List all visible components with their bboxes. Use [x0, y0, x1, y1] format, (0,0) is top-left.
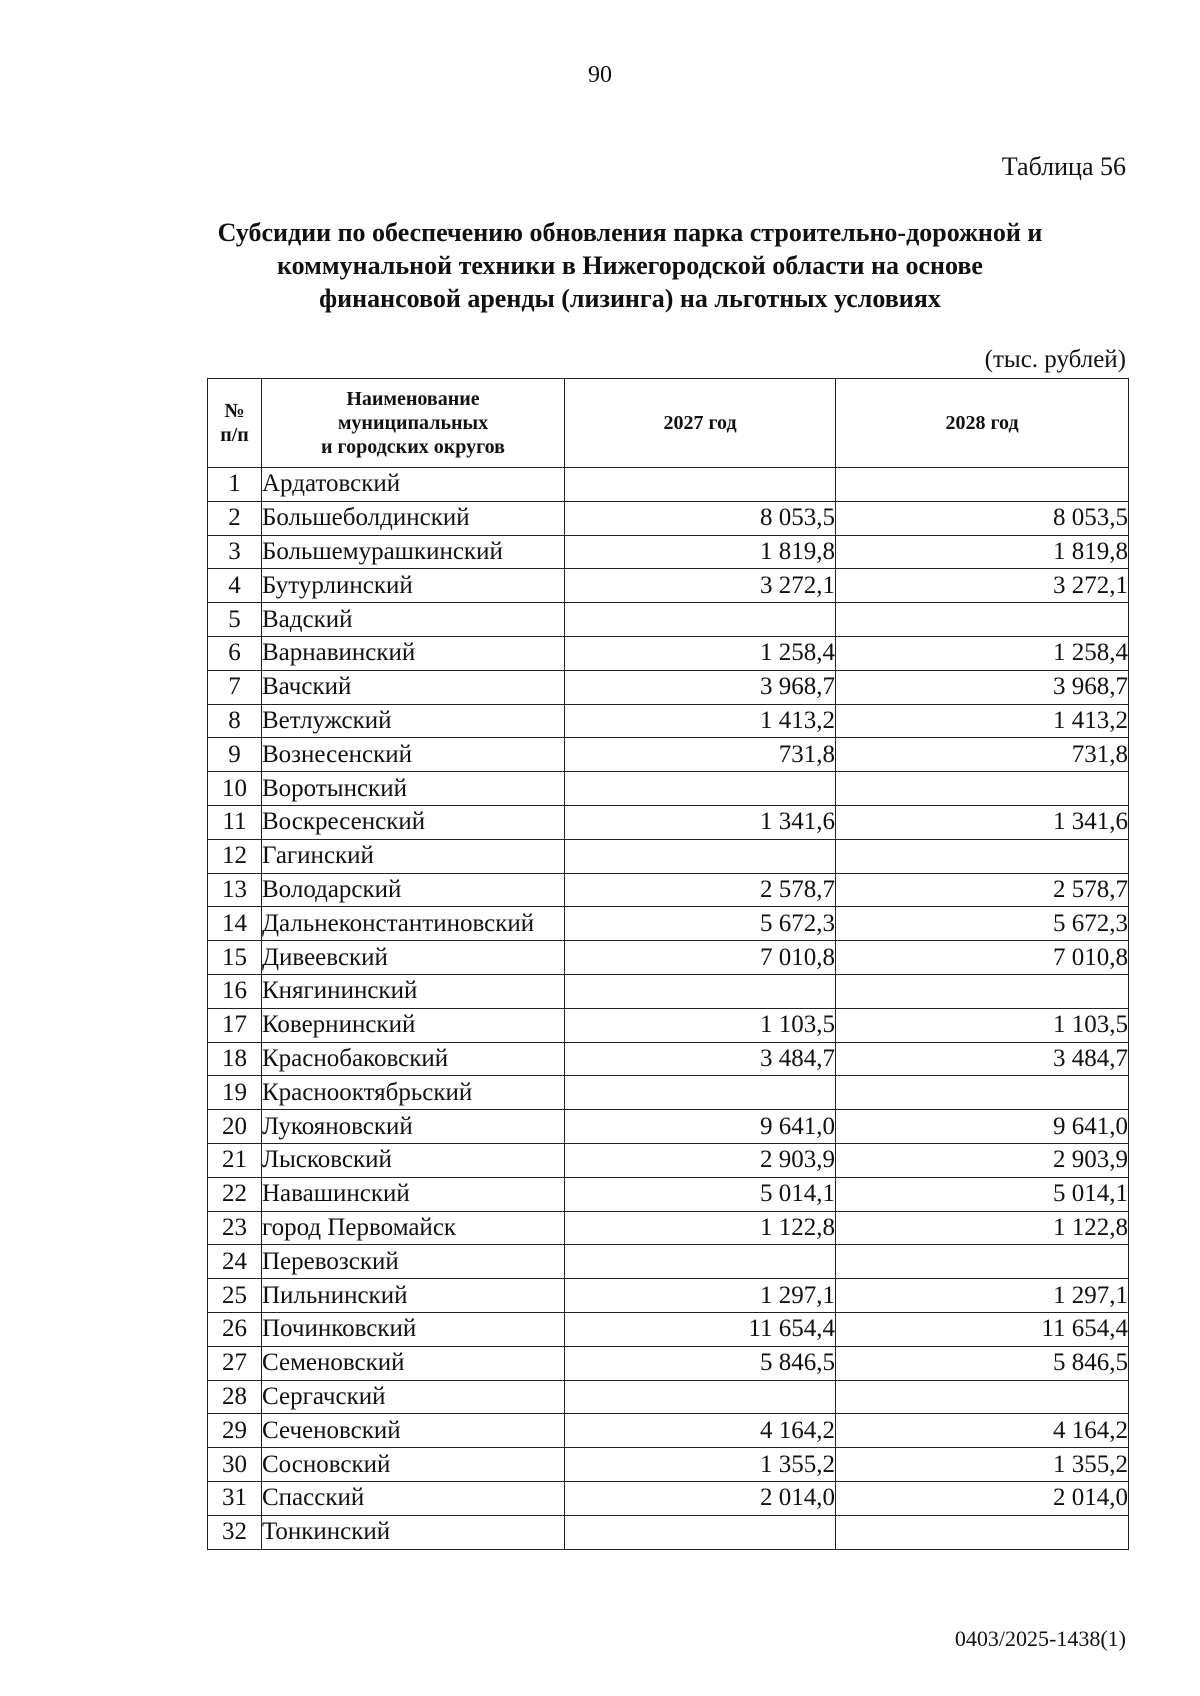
municipality-name: Ковернинский [262, 1008, 565, 1042]
value-2027: 1 413,2 [565, 704, 836, 738]
value-2028: 1 103,5 [836, 1008, 1129, 1042]
header-2028: 2028 год [836, 379, 1129, 468]
municipality-name: Краснобаковский [262, 1042, 565, 1076]
table-row [208, 1414, 1129, 1448]
row-number: 29 [208, 1414, 262, 1448]
municipality-name: Сергачский [262, 1380, 565, 1414]
value-2027: 8 053,5 [565, 501, 836, 535]
value-2028: 3 968,7 [836, 670, 1129, 704]
value-2028: 3 272,1 [836, 569, 1129, 603]
table-row [208, 603, 1129, 637]
table-row [208, 805, 1129, 839]
value-2028: 731,8 [836, 738, 1129, 772]
table-row [208, 569, 1129, 603]
value-2028: 9 641,0 [836, 1110, 1129, 1144]
municipality-name: Варнавинский [262, 636, 565, 670]
municipality-name: Семеновский [262, 1346, 565, 1380]
table-row [208, 1008, 1129, 1042]
value-2028: 8 053,5 [836, 501, 1129, 535]
unit-note: (тыс. рублей) [984, 346, 1126, 373]
value-2027: 5 846,5 [565, 1346, 836, 1380]
value-2028 [836, 468, 1129, 502]
value-2028 [836, 1515, 1129, 1549]
value-2027 [565, 1245, 836, 1279]
value-2027: 3 484,7 [565, 1042, 836, 1076]
header-number-line-2: п/п [220, 424, 249, 446]
row-number: 3 [208, 535, 262, 569]
municipality-name: Дивеевский [262, 941, 565, 975]
table-row [208, 1110, 1129, 1144]
value-2028: 2 903,9 [836, 1143, 1129, 1177]
value-2028: 2 578,7 [836, 873, 1129, 907]
header-municipality [262, 379, 565, 468]
municipality-name: Большемурашкинский [262, 535, 565, 569]
value-2027: 3 968,7 [565, 670, 836, 704]
table-row [208, 941, 1129, 975]
value-2027: 5 672,3 [565, 907, 836, 941]
value-2028 [836, 1380, 1129, 1414]
row-number: 26 [208, 1312, 262, 1346]
value-2028 [836, 839, 1129, 873]
value-2027 [565, 1515, 836, 1549]
table-label: Таблица 56 [1001, 152, 1126, 181]
value-2027: 1 341,6 [565, 805, 836, 839]
municipality-name: Воротынский [262, 772, 565, 806]
table-header-row [208, 379, 1129, 468]
row-number: 20 [208, 1110, 262, 1144]
municipality-name: Сеченовский [262, 1414, 565, 1448]
row-number: 25 [208, 1279, 262, 1313]
municipality-name: Вачский [262, 670, 565, 704]
value-2027 [565, 1076, 836, 1110]
value-2027: 2 014,0 [565, 1481, 836, 1515]
table-row [208, 1245, 1129, 1279]
document-title [180, 216, 1080, 315]
row-number: 30 [208, 1448, 262, 1482]
row-number: 6 [208, 636, 262, 670]
municipality-name: город Первомайск [262, 1211, 565, 1245]
value-2027: 5 014,1 [565, 1177, 836, 1211]
row-number: 11 [208, 805, 262, 839]
title-line-1: Субсидии по обеспечению обновления парка строительно-дорожной и [217, 218, 1043, 247]
row-number: 31 [208, 1481, 262, 1515]
municipality-name: Лысковский [262, 1143, 565, 1177]
header-municipality-line-2: муниципальных [337, 412, 489, 434]
value-2027: 1 355,2 [565, 1448, 836, 1482]
value-2027: 1 258,4 [565, 636, 836, 670]
table-row [208, 670, 1129, 704]
value-2027: 7 010,8 [565, 941, 836, 975]
value-2027: 9 641,0 [565, 1110, 836, 1144]
row-number: 23 [208, 1211, 262, 1245]
municipality-name: Навашинский [262, 1177, 565, 1211]
municipality-name: Починковский [262, 1312, 565, 1346]
page-number: 90 [588, 62, 612, 88]
header-number-line-1: № [224, 400, 245, 422]
value-2027: 1 297,1 [565, 1279, 836, 1313]
table-row [208, 907, 1129, 941]
table-row [208, 873, 1129, 907]
value-2027 [565, 603, 836, 637]
row-number: 24 [208, 1245, 262, 1279]
municipality-name: Пильнинский [262, 1279, 565, 1313]
value-2028 [836, 1245, 1129, 1279]
table-row [208, 974, 1129, 1008]
row-number: 1 [208, 468, 262, 502]
municipality-name: Ардатовский [262, 468, 565, 502]
subsidy-table [207, 378, 1129, 1550]
row-number: 17 [208, 1008, 262, 1042]
row-number: 4 [208, 569, 262, 603]
municipality-name: Гагинский [262, 839, 565, 873]
value-2027: 4 164,2 [565, 1414, 836, 1448]
value-2028: 1 258,4 [836, 636, 1129, 670]
row-number: 5 [208, 603, 262, 637]
municipality-name: Большеболдинский [262, 501, 565, 535]
value-2028: 1 297,1 [836, 1279, 1129, 1313]
table-row [208, 738, 1129, 772]
table-row [208, 1279, 1129, 1313]
row-number: 7 [208, 670, 262, 704]
table-row [208, 1143, 1129, 1177]
value-2027: 3 272,1 [565, 569, 836, 603]
municipality-name: Вадский [262, 603, 565, 637]
municipality-name: Тонкинский [262, 1515, 565, 1549]
row-number: 14 [208, 907, 262, 941]
table-row [208, 1076, 1129, 1110]
row-number: 21 [208, 1143, 262, 1177]
row-number: 27 [208, 1346, 262, 1380]
row-number: 10 [208, 772, 262, 806]
row-number: 12 [208, 839, 262, 873]
municipality-name: Лукояновский [262, 1110, 565, 1144]
municipality-name: Спасский [262, 1481, 565, 1515]
title-line-2: коммунальной техники в Нижегородской области на основе [277, 251, 983, 280]
value-2028: 2 014,0 [836, 1481, 1129, 1515]
municipality-name: Перевозский [262, 1245, 565, 1279]
table-row [208, 1312, 1129, 1346]
value-2027: 731,8 [565, 738, 836, 772]
row-number: 32 [208, 1515, 262, 1549]
value-2028: 1 355,2 [836, 1448, 1129, 1482]
municipality-name: Краснооктябрьский [262, 1076, 565, 1110]
municipality-name: Сосновский [262, 1448, 565, 1482]
municipality-name: Бутурлинский [262, 569, 565, 603]
value-2028: 1 819,8 [836, 535, 1129, 569]
header-municipality-line-3: и городских округов [321, 436, 505, 458]
value-2028: 7 010,8 [836, 941, 1129, 975]
document-code: 0403/2025-1438(1) [954, 1626, 1126, 1651]
table-row [208, 772, 1129, 806]
value-2028: 1 413,2 [836, 704, 1129, 738]
value-2028: 1 122,8 [836, 1211, 1129, 1245]
municipality-name: Вознесенский [262, 738, 565, 772]
row-number: 19 [208, 1076, 262, 1110]
value-2027: 2 578,7 [565, 873, 836, 907]
table-row [208, 535, 1129, 569]
value-2028: 4 164,2 [836, 1414, 1129, 1448]
value-2028 [836, 603, 1129, 637]
row-number: 16 [208, 974, 262, 1008]
value-2028: 5 014,1 [836, 1177, 1129, 1211]
value-2028 [836, 772, 1129, 806]
table-row [208, 1481, 1129, 1515]
value-2028 [836, 1076, 1129, 1110]
value-2027: 1 819,8 [565, 535, 836, 569]
value-2027: 1 122,8 [565, 1211, 836, 1245]
table-row [208, 1346, 1129, 1380]
table-row [208, 1380, 1129, 1414]
title-line-3: финансовой аренды (лизинга) на льготных условиях [319, 284, 941, 313]
value-2028: 5 846,5 [836, 1346, 1129, 1380]
value-2027: 11 654,4 [565, 1312, 836, 1346]
value-2028 [836, 974, 1129, 1008]
row-number: 22 [208, 1177, 262, 1211]
row-number: 2 [208, 501, 262, 535]
value-2027 [565, 468, 836, 502]
municipality-name: Володарский [262, 873, 565, 907]
table-row [208, 839, 1129, 873]
table-row [208, 1515, 1129, 1549]
header-2027: 2027 год [565, 379, 836, 468]
table-row [208, 1042, 1129, 1076]
row-number: 28 [208, 1380, 262, 1414]
value-2028: 1 341,6 [836, 805, 1129, 839]
value-2027: 1 103,5 [565, 1008, 836, 1042]
header-number [208, 379, 262, 468]
row-number: 15 [208, 941, 262, 975]
value-2027: 2 903,9 [565, 1143, 836, 1177]
table-row [208, 501, 1129, 535]
value-2027 [565, 772, 836, 806]
municipality-name: Ветлужский [262, 704, 565, 738]
value-2028: 5 672,3 [836, 907, 1129, 941]
value-2028: 3 484,7 [836, 1042, 1129, 1076]
row-number: 8 [208, 704, 262, 738]
header-municipality-line-1: Наименование [346, 388, 480, 410]
table-row [208, 468, 1129, 502]
municipality-name: Дальнеконстантиновский [262, 907, 565, 941]
table-row [208, 1177, 1129, 1211]
value-2027 [565, 1380, 836, 1414]
value-2027 [565, 974, 836, 1008]
table-row [208, 1211, 1129, 1245]
row-number: 9 [208, 738, 262, 772]
municipality-name: Воскресенский [262, 805, 565, 839]
value-2028: 11 654,4 [836, 1312, 1129, 1346]
table-row [208, 1448, 1129, 1482]
municipality-name: Княгининский [262, 974, 565, 1008]
value-2027 [565, 839, 836, 873]
row-number: 13 [208, 873, 262, 907]
table-body [208, 468, 1129, 1550]
table-row [208, 704, 1129, 738]
table-row [208, 636, 1129, 670]
row-number: 18 [208, 1042, 262, 1076]
